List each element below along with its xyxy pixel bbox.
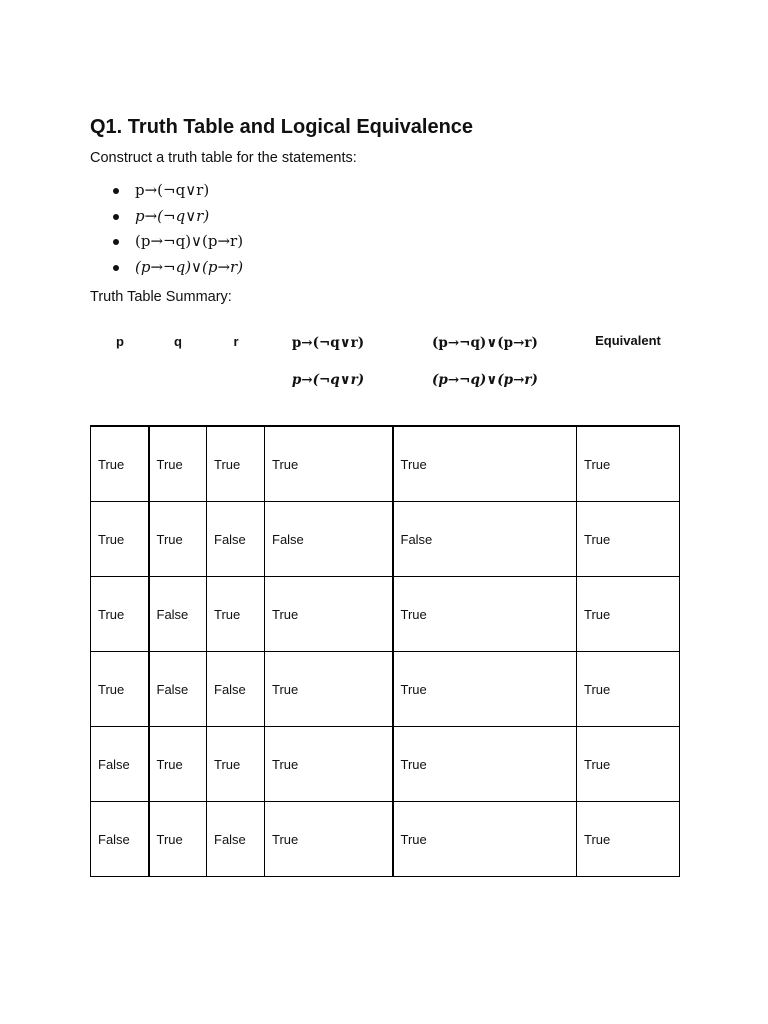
- cell-expr1: True: [265, 652, 393, 727]
- cell-p: True: [91, 652, 149, 727]
- cell-expr1: True: [265, 426, 393, 502]
- cell-equivalent: True: [577, 426, 680, 502]
- statement-text: (p→¬q)∨(p→r): [135, 232, 244, 250]
- cell-expr1: True: [265, 802, 393, 877]
- cell-expr1: False: [265, 502, 393, 577]
- cell-p: True: [91, 577, 149, 652]
- cell-r: False: [207, 652, 265, 727]
- cell-equivalent: True: [577, 652, 680, 727]
- table-row: [91, 802, 680, 877]
- statement-text: p→(¬q∨r): [135, 206, 210, 225]
- table-row: [91, 652, 680, 727]
- statement-item: [113, 178, 243, 204]
- cell-r: True: [207, 426, 265, 502]
- table-row: [91, 727, 680, 802]
- bullet-icon: [113, 265, 119, 271]
- statement-text: p→(¬q∨r): [135, 181, 210, 199]
- intro-text: Construct a truth table for the statements:: [90, 150, 357, 166]
- truth-table: [90, 425, 680, 877]
- cell-equivalent: True: [577, 577, 680, 652]
- statement-item: [113, 229, 243, 255]
- cell-q: True: [149, 426, 207, 502]
- statement-item: [113, 255, 243, 281]
- table-row: [91, 502, 680, 577]
- cell-expr2: False: [393, 502, 577, 577]
- cell-expr2: True: [393, 652, 577, 727]
- header-p: p: [116, 334, 124, 349]
- cell-equivalent: True: [577, 802, 680, 877]
- bullet-icon: [113, 188, 119, 194]
- statement-text: (p→¬q)∨(p→r): [135, 257, 244, 276]
- summary-label: Truth Table Summary:: [90, 289, 232, 305]
- cell-equivalent: True: [577, 727, 680, 802]
- bullet-icon: [113, 239, 119, 245]
- cell-r: True: [207, 577, 265, 652]
- cell-q: True: [149, 502, 207, 577]
- cell-p: True: [91, 502, 149, 577]
- cell-r: False: [207, 502, 265, 577]
- cell-p: True: [91, 426, 149, 502]
- cell-expr2: True: [393, 727, 577, 802]
- cell-expr2: True: [393, 577, 577, 652]
- header-expr1-alt: p→(¬q∨r): [291, 372, 365, 388]
- table-row: [91, 426, 680, 502]
- header-equivalent: Equivalent: [595, 333, 661, 348]
- cell-r: False: [207, 802, 265, 877]
- cell-q: False: [149, 577, 207, 652]
- bullet-icon: [113, 214, 119, 220]
- cell-expr1: True: [265, 727, 393, 802]
- cell-expr2: True: [393, 802, 577, 877]
- header-expr2: (p→¬q)∨(p→r): [432, 335, 538, 351]
- statement-item: [113, 204, 243, 230]
- header-r: r: [233, 334, 239, 349]
- cell-p: False: [91, 727, 149, 802]
- header-expr1: p→(¬q∨r): [291, 335, 365, 351]
- cell-expr1: True: [265, 577, 393, 652]
- cell-q: True: [149, 727, 207, 802]
- cell-expr2: True: [393, 426, 577, 502]
- cell-q: True: [149, 802, 207, 877]
- cell-p: False: [91, 802, 149, 877]
- cell-r: True: [207, 727, 265, 802]
- cell-equivalent: True: [577, 502, 680, 577]
- page-title: Q1. Truth Table and Logical Equivalence: [90, 116, 474, 138]
- header-q: q: [174, 334, 182, 349]
- table-row: [91, 577, 680, 652]
- header-expr2-alt: (p→¬q)∨(p→r): [432, 372, 538, 388]
- cell-q: False: [149, 652, 207, 727]
- statement-list: [113, 178, 243, 280]
